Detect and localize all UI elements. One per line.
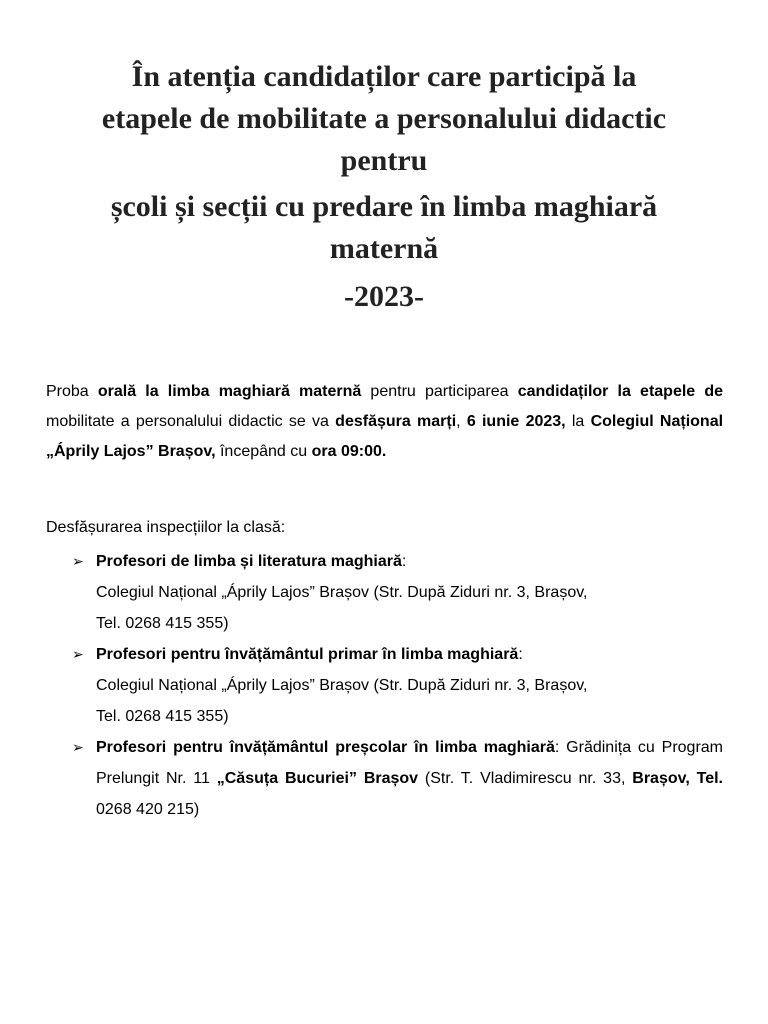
intro-bold-6: ora 09:00. [311,443,387,460]
inspection-list [72,546,723,825]
item-address-end: , [583,677,588,694]
title-line-1: În atenția candidaților care participă la [131,60,637,93]
item-colon: : [401,553,407,570]
intro-bold-5: Colegiul Național „Áprily Lajos” Brașov, [46,413,724,460]
intro-bold-4: 6 iunie 2023, [466,413,566,430]
item-bold-1: „Căsuța Bucuriei” Brașov [216,770,419,787]
item-heading: Profesori pentru învățământul preșcolar în limba maghiară [96,739,555,756]
title-line-5: maternă [329,232,439,265]
item-city: Brașov [534,677,584,694]
inspections-bold: Desfășurarea [46,519,143,536]
list-item [72,546,723,639]
item-address-bold: Colegiul Național „Áprily Lajos” Brașov [96,677,370,694]
item-address-text: (Str. După Ziduri nr. 3, [369,677,535,694]
intro-text-1: Proba [46,383,98,400]
item-text-3: 0268 420 215) [96,801,200,818]
arrow-bullet-icon: ➢ [72,646,84,662]
item-phone: Tel. 0268 415 355) [96,615,229,632]
intro-text-5: la [565,413,591,430]
list-item [72,639,723,732]
item-address-text: (Str. După Ziduri nr. 3, [369,584,535,601]
item-colon: : [518,646,523,663]
title-line-4: școli și secții cu predare în limba maghiară [110,190,658,223]
title-line-3: pentru [340,144,428,177]
intro-text-4: , [456,413,467,430]
intro-paragraph [46,377,723,467]
inspections-heading [46,513,723,543]
item-address [96,670,723,701]
intro-bold-3: desfășura marți [335,413,457,430]
arrow-bullet-icon: ➢ [72,553,84,569]
title-line-2: etapele de mobilitate a personalului didactic [101,102,667,135]
item-address [96,577,723,608]
item-text-1: : Grădinița cu Program Prelungit Nr. 11 [96,739,724,787]
document-title [40,56,728,318]
intro-text-3: mobilitate a personalului didactic se va [46,413,336,430]
title-year: -2023- [344,280,424,313]
item-heading: Profesori de limba și literatura maghiară [96,553,402,570]
item-city: Brașov [534,584,584,601]
intro-bold-1: orală la limba maghiară maternă [97,383,362,400]
arrow-bullet-icon: ➢ [72,739,84,755]
item-address-bold: Colegiul Național „Áprily Lajos” Brașov [96,584,370,601]
inspections-text: inspecțiilor la clasă: [142,519,286,536]
item-address-end: , [583,584,588,601]
item-phone: Tel. 0268 415 355) [96,708,229,725]
item-bold-2: Brașov, Tel. [632,770,723,787]
intro-text-6: începând cu [215,443,312,460]
item-text-2: (Str. T. Vladimirescu nr. 33, [418,770,633,787]
intro-bold-2: candidaților la etapele de [517,383,724,400]
list-item [72,732,723,825]
item-heading: Profesori pentru învățământul primar în limba maghiară [96,646,519,663]
intro-text-2: pentru participarea [361,383,518,400]
